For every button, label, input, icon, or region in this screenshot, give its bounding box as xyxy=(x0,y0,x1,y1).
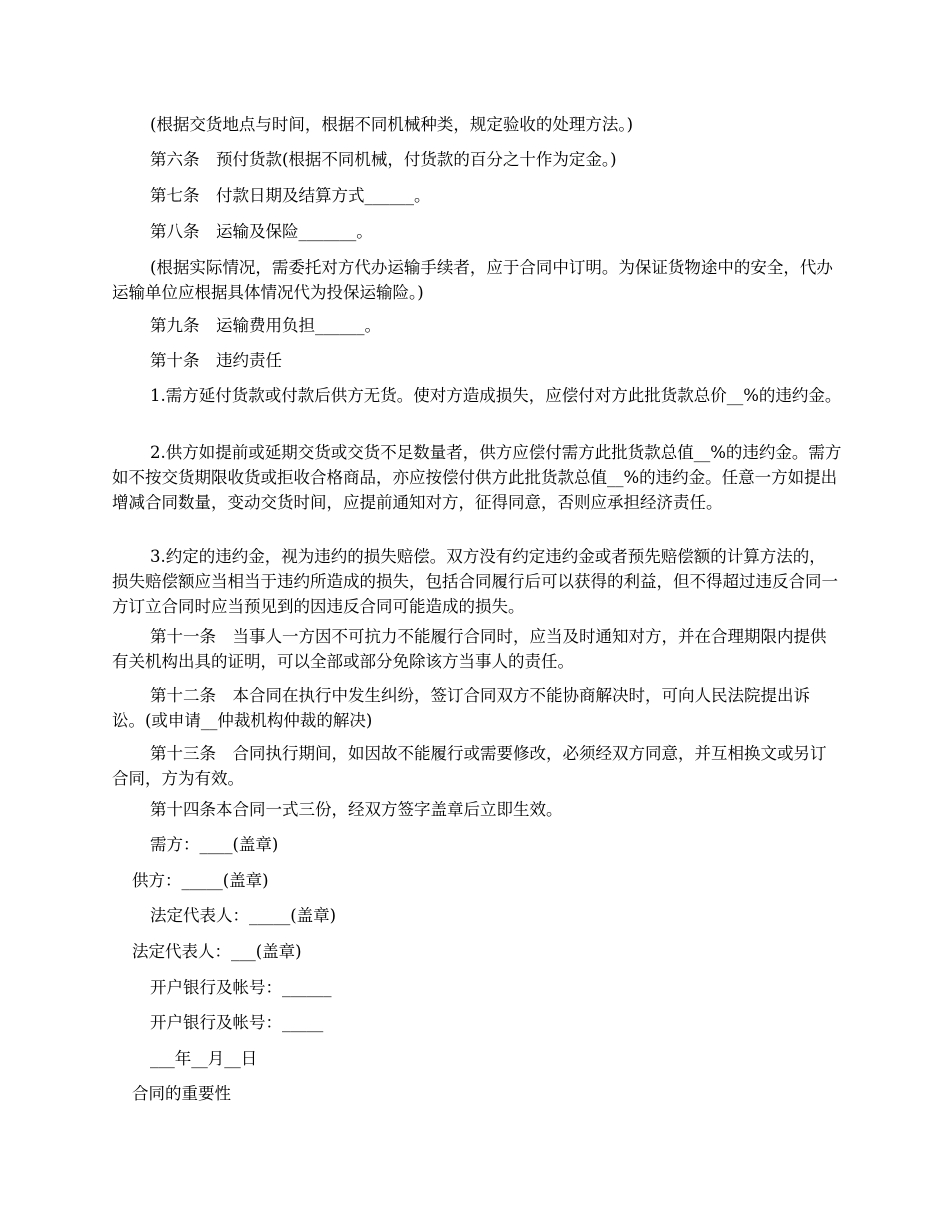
paragraph-article-12: 第十二条 本合同在执行中发生纠纷，签订合同双方不能协商解决时，可向人民法院提出诉讼。(或申请__仲裁机构仲裁的解决) xyxy=(112,686,810,730)
paragraph-article-9: 第九条 运输费用负担______。 xyxy=(150,316,381,335)
paragraph-breach-2: 2.供方如提前或延期交货或交货不足数量者，供方应偿付需方此批货款总值__%的违约金。需方如不按交货期限收货或拒收合格商品，亦应按偿付供方此批货款总值__%的违约金。任意一方如提出增减合同数量，变动交货时间，应提前通知对方，征得同意，否则应承担经济责任。 xyxy=(112,443,842,512)
bank-account-buyer: 开户银行及帐号：______ xyxy=(150,978,332,997)
paragraph-article-8: 第八条 运输及保险_______。 xyxy=(150,222,373,241)
signature-legal-rep-supplier: 法定代表人：___(盖章) xyxy=(132,942,302,961)
paragraph-article-7: 第七条 付款日期及结算方式______。 xyxy=(150,186,431,205)
paragraph-article-10: 第十条 违约责任 xyxy=(150,351,282,370)
signature-supplier: 供方：_____(盖章) xyxy=(132,871,269,890)
paragraph-article-14: 第十四条本合同一式三份，经双方签字盖章后立即生效。 xyxy=(150,800,563,819)
signing-date: ___年__月__日 xyxy=(150,1049,258,1068)
signature-buyer: 需方：____(盖章) xyxy=(150,835,279,854)
paragraph-acceptance-note: (根据交货地点与时间，根据不同机械种类，规定验收的处理方法。) xyxy=(150,115,634,134)
paragraph-article-11: 第十一条 当事人一方因不可抗力不能履行合同时，应当及时通知对方，并在合理期限内提供有关机构出具的证明，可以全部或部分免除该方当事人的责任。 xyxy=(112,627,827,671)
bank-account-supplier: 开户银行及帐号：_____ xyxy=(150,1013,324,1032)
paragraph-breach-3: 3.约定的违约金，视为违约的损失赔偿。双方没有约定违约金或者预先赔偿额的计算方法的，损失赔偿额应当相当于违约所造成的损失，包括合同履行后可以获得的利益，但不得超过违反合同一方订立合同时应当预见到的因违反合同可能造成的损失。 xyxy=(112,547,838,616)
paragraph-transport-note: (根据实际情况，需委托对方代办运输手续者，应于合同中订明。为保证货物途中的安全，代办运输单位应根据具体情况代为投保运输险。) xyxy=(112,258,833,302)
paragraph-article-6: 第六条 预付货款(根据不同机械，付货款的百分之十作为定金。) xyxy=(150,150,617,169)
section-heading-importance: 合同的重要性 xyxy=(132,1084,231,1103)
signature-legal-rep-buyer: 法定代表人：_____(盖章) xyxy=(150,906,337,925)
paragraph-breach-1: 1.需方延付货款或付款后供方无货。使对方造成损失，应偿付对方此批货款总价__%的违约金。 xyxy=(150,386,842,405)
paragraph-article-13: 第十三条 合同执行期间，如因故不能履行或需要修改，必须经双方同意，并互相换文或另订合同，方为有效。 xyxy=(112,744,827,788)
